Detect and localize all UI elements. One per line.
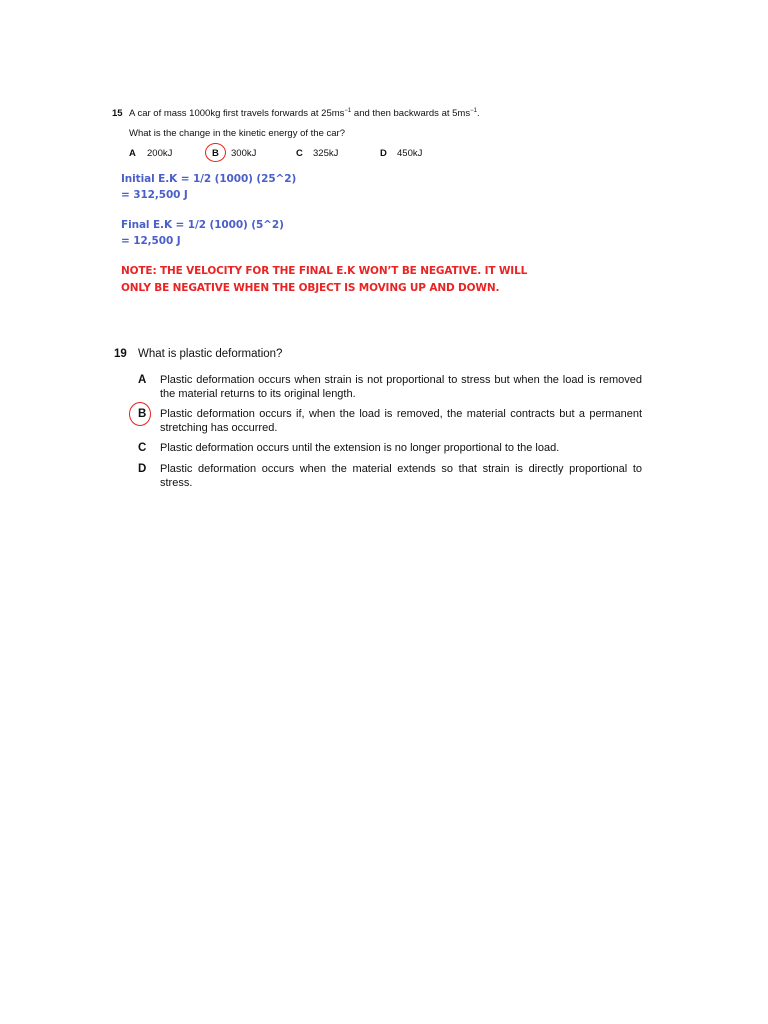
q15-text-part3: . [476, 108, 480, 119]
q15-subquestion: What is the change in the kinetic energy of the car? [129, 128, 345, 139]
q19-answer-circle [129, 402, 151, 426]
q19-option-c-letter: C [138, 442, 147, 454]
q19-question-text: What is plastic deformation? [138, 348, 283, 360]
q15-text-part2: and then backwards at 5ms [351, 108, 471, 119]
q15-option-d-text: 450kJ [397, 148, 423, 159]
q15-option-a [129, 148, 136, 159]
q19-number: 19 [114, 348, 127, 360]
q15-option-c [296, 148, 303, 159]
q19-option-a-letter: A [138, 374, 147, 386]
final-ek-line2: = 12,500 J [121, 235, 181, 247]
q15-exponent-2: −1 [470, 108, 477, 114]
q19-option-d-letter: D [138, 463, 147, 475]
q15-question-text [129, 108, 480, 119]
q15-text-part1: A car of mass 1000kg first travels forwards at 25ms [129, 108, 345, 119]
red-note-line1: NOTE: THE VELOCITY FOR THE FINAL E.K WON’T BE NEGATIVE. IT WILL [121, 265, 528, 277]
q15-option-c-text: 325kJ [313, 148, 339, 159]
q19-option-d-text: Plastic deformation occurs when the material extends so that strain is directly proportional to stress. [160, 463, 642, 489]
q19-option-b-letter: B [138, 408, 147, 420]
q15-option-letter: A [129, 148, 136, 159]
q19-option-b-text: Plastic deformation occurs if, when the load is removed, the material contracts but a permanent stretching has occurred. [160, 408, 642, 434]
q19-option-a-text: Plastic deformation occurs when strain is not proportional to stress but when the load is removed the material returns to its original length. [160, 374, 642, 400]
q15-option-b-text: 300kJ [231, 148, 257, 159]
q15-number: 15 [112, 108, 123, 119]
q15-exponent-1: −1 [344, 108, 352, 114]
q15-option-letter: B [212, 148, 219, 159]
q15-option-d [380, 148, 387, 159]
initial-ek-line1: Initial E.K = 1/2 (1000) (25^2) [121, 173, 297, 185]
q19-option-c-text: Plastic deformation occurs until the extension is no longer proportional to the load. [160, 442, 560, 454]
q15-option-letter: D [380, 148, 387, 159]
initial-ek-line2: = 312,500 J [121, 189, 188, 201]
q15-option-letter: C [296, 148, 303, 159]
final-ek-line1: Final E.K = 1/2 (1000) (5^2) [121, 219, 284, 231]
q15-answer-circle [205, 143, 226, 162]
red-note-line2: ONLY BE NEGATIVE WHEN THE OBJECT IS MOVING UP AND DOWN. [121, 282, 500, 294]
q15-option-a-text: 200kJ [147, 148, 173, 159]
